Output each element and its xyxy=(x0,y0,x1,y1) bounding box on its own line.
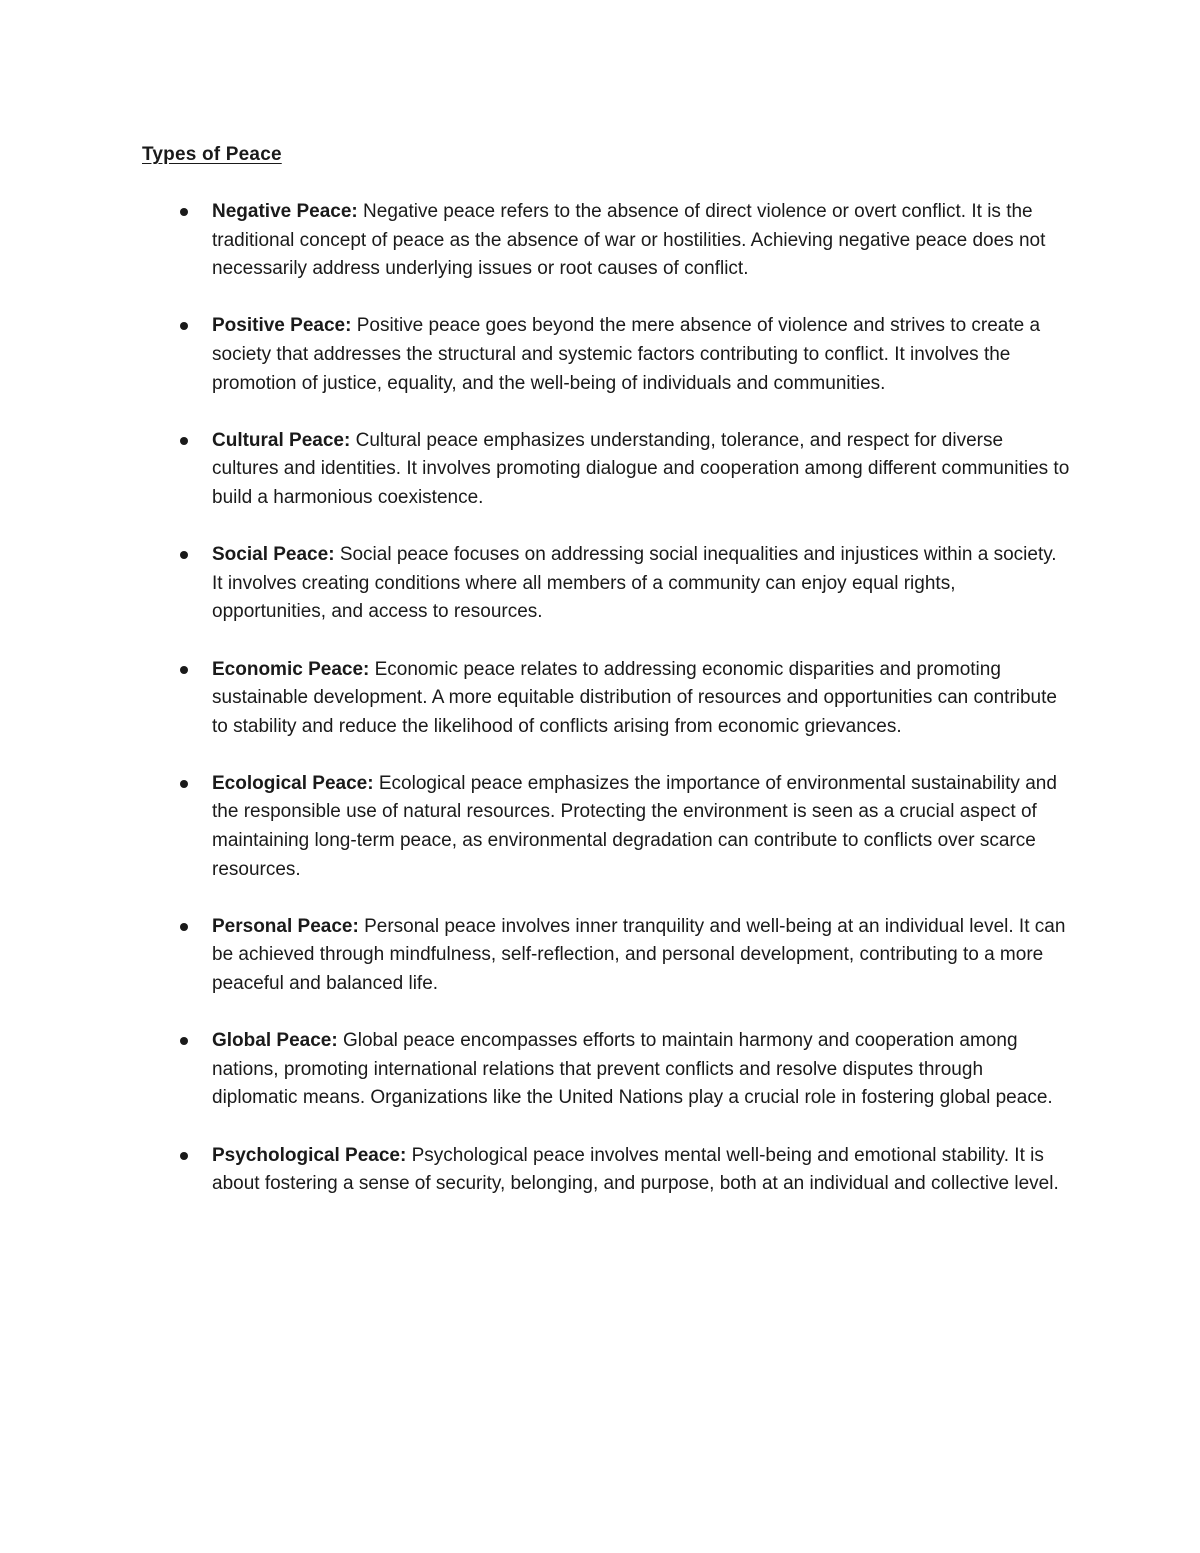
item-term: Ecological Peace: xyxy=(212,772,374,794)
item-term: Economic Peace: xyxy=(212,658,370,680)
bullet-icon xyxy=(180,551,188,559)
item-text: Negative peace refers to the absence of direct violence or overt conflict. It is the traditional concept of peace as the absence of war or hostilities. Achieving negative peace does not necessarily address underlying issues or root causes of conflict. xyxy=(212,201,1046,280)
item-text: Psychological peace involves mental well-being and emotional stability. It is about fostering a sense of security, belonging, and purpose, both at an individual and collective level. xyxy=(212,1144,1059,1195)
bullet-icon xyxy=(180,1152,188,1160)
list-item xyxy=(142,1142,1072,1199)
item-term: Psychological Peace: xyxy=(212,1144,407,1166)
list-item xyxy=(142,770,1072,884)
list-item xyxy=(142,1027,1072,1113)
item-term: Personal Peace: xyxy=(212,915,359,937)
list-item xyxy=(142,541,1072,627)
bullet-icon xyxy=(180,923,188,931)
item-term: Positive Peace: xyxy=(212,315,352,337)
bullet-icon xyxy=(180,437,188,445)
peace-types-list xyxy=(142,198,1072,1227)
item-term: Global Peace: xyxy=(212,1030,338,1052)
bullet-icon xyxy=(180,208,188,216)
item-text: Economic peace relates to addressing economic disparities and promoting sustainable development. A more equitable distribution of resources and opportunities can contribute to stability and reduce the likelihood of conflicts arising from economic grievances. xyxy=(212,658,1057,737)
bullet-icon xyxy=(180,1037,188,1045)
list-item xyxy=(142,913,1072,999)
document-title: Types of Peace xyxy=(142,144,282,165)
item-term: Social Peace: xyxy=(212,544,335,566)
item-text: Social peace focuses on addressing social inequalities and injustices within a society. It involves creating conditions where all members of a community can enjoy equal rights, opportunities, and access to resources. xyxy=(212,544,1057,623)
item-text: Personal peace involves inner tranquility and well-being at an individual level. It can be achieved through mindfulness, self-reflection, and personal development, contributing to a more peaceful and balanced life. xyxy=(212,915,1066,995)
item-text: Global peace encompasses efforts to maintain harmony and cooperation among nations, promoting international relations that prevent conflicts and resolve disputes through diplomatic means. Organizations like the United Nations play a crucial role in fostering global peace. xyxy=(212,1030,1053,1109)
item-text: Positive peace goes beyond the mere absence of violence and strives to create a society that addresses the structural and systemic factors contributing to conflict. It involves the promotion of justice, equality, and the well-being of individuals and communities. xyxy=(212,315,1041,394)
bullet-icon xyxy=(180,780,188,788)
list-item xyxy=(142,656,1072,742)
item-text: Cultural peace emphasizes understanding, tolerance, and respect for diverse cultures and identities. It involves promoting dialogue and cooperation among different communities to build a harmonious coexistence. xyxy=(212,429,1070,508)
list-item xyxy=(142,312,1072,398)
item-text: Ecological peace emphasizes the importance of environmental sustainability and the responsible use of natural resources. Protecting the environment is seen as a crucial aspect of maintaining long-term peace, as environmental degradation can contribute to conflicts over scarce resources. xyxy=(212,772,1057,880)
item-term: Negative Peace: xyxy=(212,201,358,222)
bullet-icon xyxy=(180,322,188,330)
list-item xyxy=(142,427,1072,513)
bullet-icon xyxy=(180,666,188,674)
list-item xyxy=(142,198,1072,284)
item-term: Cultural Peace: xyxy=(212,429,351,451)
